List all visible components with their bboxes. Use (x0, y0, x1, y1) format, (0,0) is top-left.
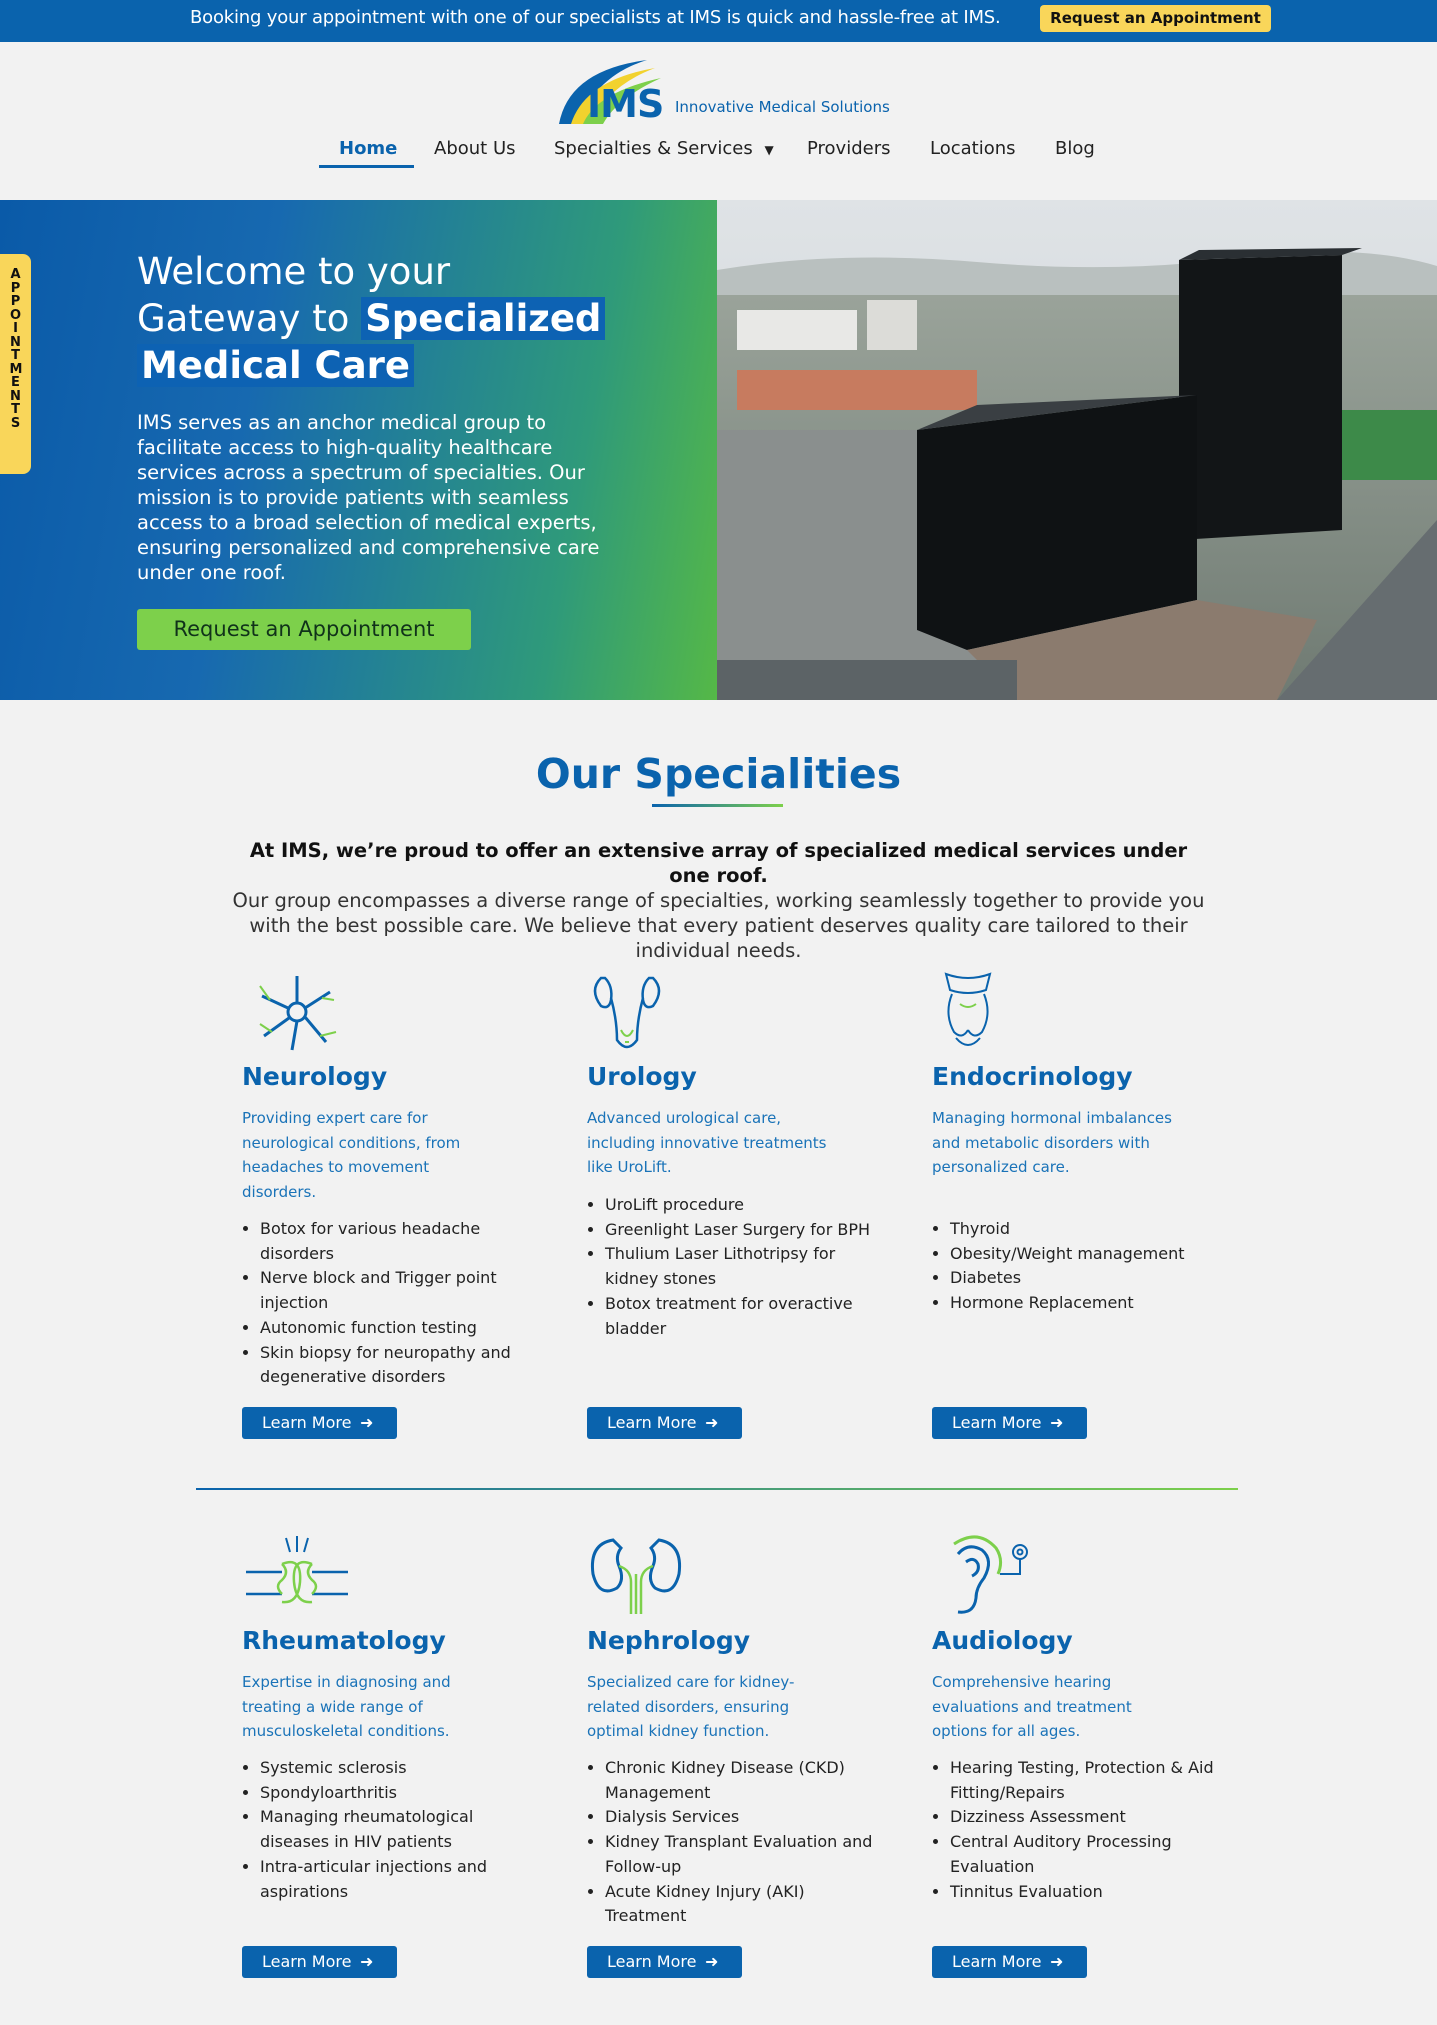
section-divider (196, 1488, 1238, 1490)
logo-wordmark: IMS (587, 82, 664, 126)
list-item: • Skin biopsy for neuropathy and degenerative disorders (260, 1341, 542, 1390)
logo[interactable] (555, 58, 895, 130)
list-item: • Obesity/Weight management (950, 1242, 1232, 1267)
specialty-service-list (950, 1756, 1232, 1904)
specialities-title: Our Specialities (535, 750, 902, 798)
list-item: • Thulium Laser Lithotripsy for kidney stones (605, 1242, 887, 1291)
specialty-card-urology (587, 970, 887, 1440)
arrow-right-icon: ➜ (705, 1413, 719, 1432)
hero-title-highlight: Specialized (361, 297, 605, 340)
specialty-service-list (950, 1217, 1232, 1316)
nav-active-underline (319, 165, 414, 168)
learn-more-button-endocrinology[interactable] (932, 1407, 1087, 1439)
specialty-title: Urology (587, 1062, 697, 1091)
list-item: • Spondyloarthritis (260, 1781, 542, 1806)
hero-title-line1: Welcome to your (137, 250, 451, 293)
specialty-description: Advanced urological care, including innovative treatments like UroLift. (587, 1109, 827, 1176)
hero-title-line2a: Gateway to (137, 297, 350, 340)
topbar-request-appointment-button[interactable]: Request an Appointment (1040, 5, 1271, 32)
specialty-card-rheumatology (242, 1534, 542, 1984)
specialities-intro-text: Our group encompasses a diverse range of specialties, working seamlessly together to provide you with the best possible care. We believe that every patient deserves quality care tailored to their individual needs. (232, 889, 1205, 962)
list-item: • Central Auditory Processing Evaluation (950, 1830, 1232, 1879)
hero-title-line2 (137, 295, 617, 342)
hero-title (137, 248, 617, 389)
hero-paragraph: IMS serves as an anchor medical group to facilitate access to high-quality healthcare services across a spectrum of specialties. Our mission is to provide patients with seamless access to a broad selection of medical experts, ensuring personalized and comprehensive care under one roof. (137, 411, 600, 584)
specialty-card-audiology (932, 1534, 1232, 1984)
nav-specialties-label: Specialties & Services (554, 138, 753, 159)
specialty-title: Endocrinology (932, 1062, 1133, 1091)
list-item: • Kidney Transplant Evaluation and Follow-up (605, 1830, 887, 1879)
list-item: • UroLift procedure (605, 1193, 887, 1218)
chevron-down-icon: ▼ (764, 143, 774, 157)
learn-more-label: Learn More (607, 1952, 697, 1971)
arrow-right-icon: ➜ (1050, 1413, 1064, 1432)
specialty-description: Specialized care for kidney-related disorders, ensuring optimal kidney function. (587, 1673, 795, 1740)
learn-more-button-nephrology[interactable] (587, 1946, 742, 1978)
thyroid-icon (932, 970, 1042, 1055)
list-item: • Dialysis Services (605, 1805, 887, 1830)
specialty-description: Expertise in diagnosing and treating a wide range of musculoskeletal conditions. (242, 1673, 451, 1740)
learn-more-label: Learn More (952, 1413, 1042, 1432)
nav-about-us[interactable]: About Us (434, 138, 516, 159)
list-item: • Botox treatment for overactive bladder (605, 1292, 887, 1341)
arrow-right-icon: ➜ (705, 1952, 719, 1971)
hero-building-illustration (717, 200, 1437, 700)
kidney-icon (587, 1534, 697, 1619)
list-item: • Hormone Replacement (950, 1291, 1232, 1316)
list-item: • Hearing Testing, Protection & Aid Fitting/Repairs (950, 1756, 1232, 1805)
announcement-text: Booking your appointment with one of our specialists at IMS is quick and hassle-free at IMS. (190, 7, 1001, 28)
specialty-title: Nephrology (587, 1626, 751, 1655)
list-item: • Greenlight Laser Surgery for BPH (605, 1218, 887, 1243)
specialty-title: Neurology (242, 1062, 388, 1091)
specialities-intro-bold: At IMS, we’re proud to offer an extensive array of specialized medical services under one roof. (249, 839, 1188, 887)
list-item: • Autonomic function testing (260, 1316, 542, 1341)
list-item: • Intra-articular injections and aspirations (260, 1855, 542, 1904)
announcement-bar (0, 0, 1437, 42)
hero-title-line3: Medical Care (137, 344, 414, 387)
specialty-description: Providing expert care for neurological conditions, from headaches to movement disorders. (242, 1109, 461, 1201)
specialty-description: Comprehensive hearing evaluations and treatment options for all ages. (932, 1673, 1132, 1740)
list-item: • Dizziness Assessment (950, 1805, 1232, 1830)
hero-building-image (717, 200, 1437, 700)
specialty-card-nephrology (587, 1534, 887, 1984)
list-item: • Chronic Kidney Disease (CKD) Management (605, 1756, 887, 1805)
ear-icon (932, 1534, 1042, 1619)
list-item: • Nerve block and Trigger point injection (260, 1266, 542, 1315)
neuron-icon (242, 970, 352, 1055)
list-item: • Thyroid (950, 1217, 1232, 1242)
learn-more-label: Learn More (262, 1413, 352, 1432)
learn-more-label: Learn More (952, 1952, 1042, 1971)
nav-specialties-services[interactable] (554, 138, 774, 159)
specialty-description: Managing hormonal imbalances and metabolic disorders with personalized care. (932, 1109, 1172, 1176)
urinary-system-icon (587, 970, 697, 1055)
list-item: • Acute Kidney Injury (AKI) Treatment (605, 1880, 887, 1929)
specialty-service-list (260, 1217, 542, 1390)
logo-tagline: Innovative Medical Solutions (675, 98, 890, 116)
arrow-right-icon: ➜ (1050, 1952, 1064, 1971)
hero-request-appointment-button[interactable]: Request an Appointment (137, 609, 471, 650)
nav-blog[interactable]: Blog (1055, 138, 1095, 159)
appointments-side-tab-label: APPOINTMENTS (9, 267, 23, 431)
specialty-title: Audiology (932, 1626, 1073, 1655)
main-nav (0, 138, 1437, 178)
nav-providers[interactable]: Providers (807, 138, 891, 159)
learn-more-label: Learn More (262, 1952, 352, 1971)
appointments-side-tab[interactable] (0, 254, 31, 474)
list-item: • Systemic sclerosis (260, 1756, 542, 1781)
joint-icon (242, 1534, 352, 1619)
specialty-card-neurology (242, 970, 542, 1440)
specialities-title-underline (652, 804, 783, 807)
list-item: • Tinnitus Evaluation (950, 1880, 1232, 1905)
specialty-title: Rheumatology (242, 1626, 446, 1655)
specialty-service-list (605, 1756, 887, 1929)
nav-home[interactable]: Home (339, 138, 398, 159)
learn-more-button-audiology[interactable] (932, 1946, 1087, 1978)
learn-more-button-urology[interactable] (587, 1407, 742, 1439)
nav-locations[interactable]: Locations (930, 138, 1016, 159)
learn-more-label: Learn More (607, 1413, 697, 1432)
learn-more-button-neurology[interactable] (242, 1407, 397, 1439)
list-item: • Diabetes (950, 1266, 1232, 1291)
specialty-service-list (605, 1193, 887, 1341)
list-item: • Managing rheumatological diseases in HIV patients (260, 1805, 542, 1854)
specialities-intro (230, 838, 1207, 963)
learn-more-button-rheumatology[interactable] (242, 1946, 397, 1978)
specialty-service-list (260, 1756, 542, 1904)
arrow-right-icon: ➜ (360, 1952, 374, 1971)
arrow-right-icon: ➜ (360, 1413, 374, 1432)
specialty-card-endocrinology (932, 970, 1232, 1440)
list-item: • Botox for various headache disorders (260, 1217, 542, 1266)
